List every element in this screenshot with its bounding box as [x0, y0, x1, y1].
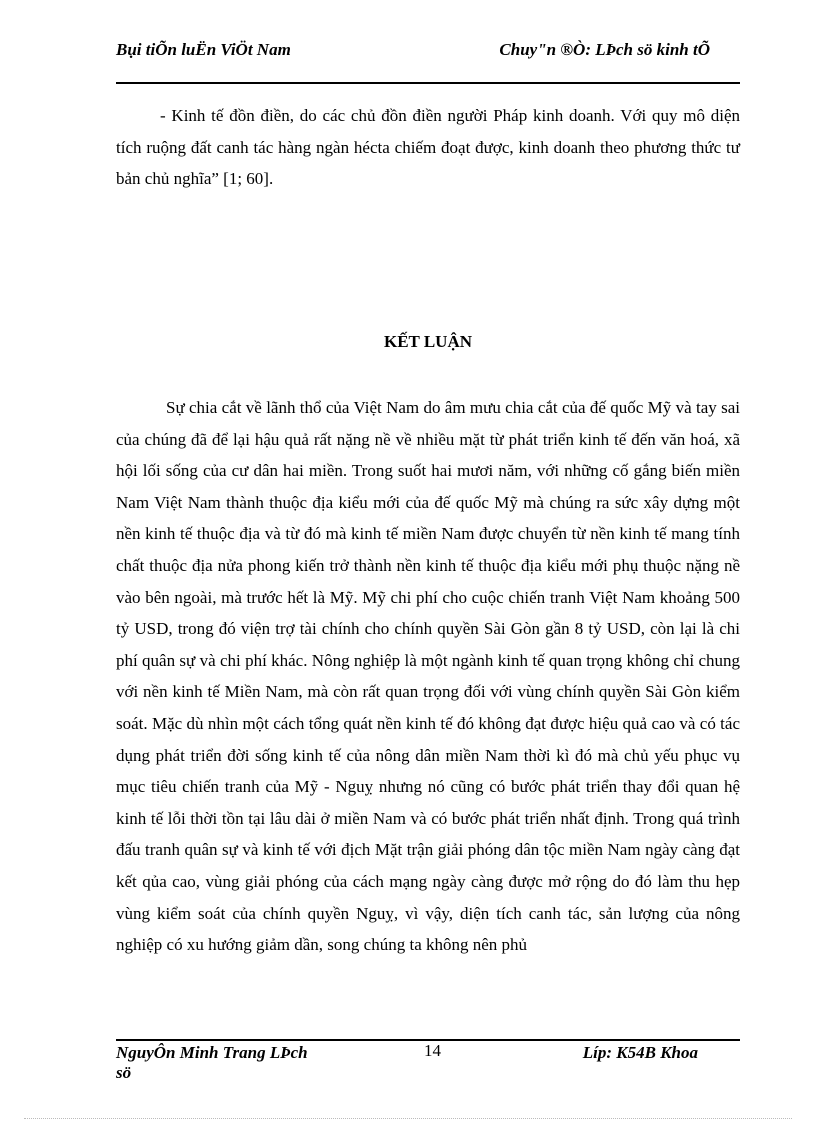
header-left-text: Bụi tiÕn luËn ViÖt Nam [116, 40, 291, 59]
intro-paragraph: - Kinh tế đồn điền, do các chủ đồn điền người Pháp kinh doanh. Với quy mô diện tích ruộng đất canh tác hàng ngàn hécta chiếm đoạt được, kinh doanh theo phương thức tư bản chủ nghĩa” [1; 60]. [116, 106, 740, 189]
page-number: 14 [424, 1041, 441, 1060]
page-footer [116, 1039, 740, 1091]
page-header [116, 40, 740, 84]
section-heading: KẾT LUẬN [383, 332, 472, 351]
page-bottom-divider [24, 1118, 792, 1119]
footer-class: Líp: K54B Khoa [582, 1043, 698, 1062]
footer-author: NguyÔn Minh Trang LÞch sö [116, 1043, 308, 1082]
conclusion-paragraph: Sự chia cắt về lãnh thổ của Việt Nam do âm mưu chia cắt của đế quốc Mỹ và tay sai của chúng đã để lại hậu quả rất nặng nề về nhiều mặt từ phát triển kinh tế đến văn hoá, xã hội lối sống của cư dân hai miền. Trong suốt hai mươi năm, với những cố gắng biến miền Nam Việt Nam thành thuộc địa kiểu mới của đế quốc Mỹ mà chúng ra sức xây dựng một nền kinh tế thuộc địa và từ đó mà kinh tế miền Nam được chuyển từ nền kinh tế mang tính chất thuộc địa nửa phong kiến trở thành nền kinh tế thuộc địa kiểu mới phụ thuộc nặng nề vào bên ngoài, mà trước hết là Mỹ. Mỹ chi phí cho cuộc chiến tranh Việt Nam khoảng 500 tỷ USD, trong đó viện trợ tài chính cho chính quyền Sài Gòn gần 8 tỷ USD, còn lại là chi phí quân sự và chi phí khác. Nông nghiệp là một ngành kinh tế quan trọng không chỉ chung với nền kinh tế Miền Nam, mà còn rất quan trọng đối với vùng chính quyền Sài Gòn kiểm soát. Mặc dù nhìn một cách tổng quát nền kinh tế đó không đạt được hiệu quả cao và có tác dụng phát triển đời sống kinh tế của nông dân miền Nam thời kì đó mà chủ yếu phục vụ mục tiêu chiến tranh của Mỹ - Nguỵ nhưng nó cũng có bước phát triển thay đổi quan hệ kinh tế lỗi thời tồn tại lâu dài ở miền Nam và có bước phát triển nhất định. Trong quá trình đấu tranh quân sự và kinh tế với địch Mặt trận giải phóng dân tộc miền Nam ngày càng đạt kết qủa cao, vùng giải phóng của cách mạng ngày càng được mở rộng do đó làm thu hẹp vùng kiểm soát của chính quyền Nguỵ, vì vậy, diện tích canh tác, sản lượng của nông nghiệp có xu hướng giảm dần, song chúng ta không nên phủ [116, 398, 740, 955]
intro-section [116, 100, 740, 195]
header-right-text: Chuy"n ®Ò: LÞch sö kinh tÕ [499, 40, 710, 59]
conclusion-section [116, 392, 740, 961]
